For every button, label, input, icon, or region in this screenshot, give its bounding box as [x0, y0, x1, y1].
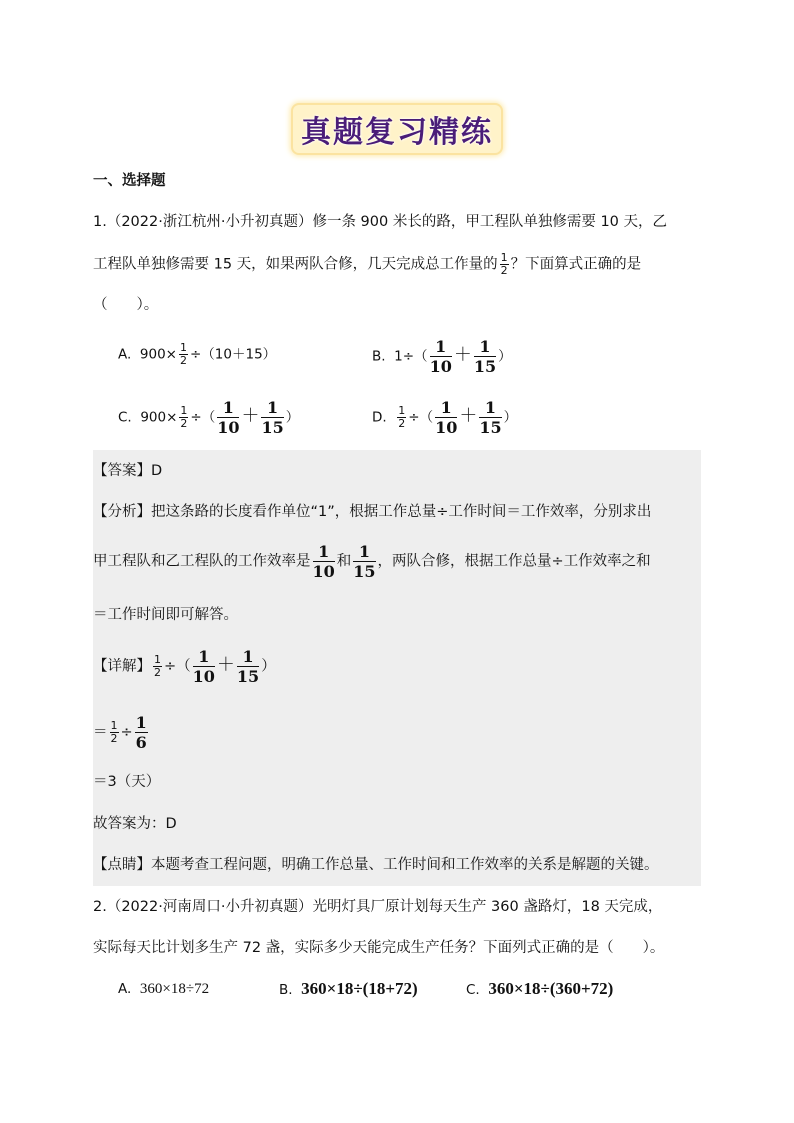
q1-option-a[interactable]: A. 900× $\frac{1}{2}$ ÷（10＋15） — [118, 341, 277, 367]
answer: 【答案】D — [93, 463, 163, 479]
page-title-wrap — [0, 105, 794, 153]
detail-line2: ＝ $\frac{1}{2}$ ÷ $\frac{1}{6}$ — [93, 713, 147, 752]
detail-line3: ＝3（天） — [93, 774, 161, 790]
conclusion: 故答案为：D — [93, 816, 177, 832]
q1-line1: 1.（2022·浙江杭州·小升初真题）修一条 900 米长的路，甲工程队单独修需要 10 天，乙 — [93, 214, 668, 230]
q2-line2: 实际每天比计划多生产 72 盏，实际多少天能完成生产任务？下面列式正确的是（ ）。 — [93, 940, 665, 956]
analysis-line2: 甲工程队和乙工程队的工作效率是 $\frac{1}{10}$ 和 $\frac{1}{15}$ ，两队合修，根据工作总量÷工作效率之和 — [93, 542, 651, 581]
detail-line1: 【详解】 $\frac{1}{2}$ ÷（ $\frac{1}{10}$ ＋ $\frac{1}{15}$ ） — [93, 647, 276, 686]
q2-line1: 2.（2022·河南周口·小升初真题）光明灯具厂原计划每天生产 360 盏路灯，18 天完成， — [93, 899, 663, 915]
q1-option-c[interactable]: C. 900× $\frac{1}{2}$ ÷（ $\frac{1}{10}$ ＋ $\frac{1}{15}$ ） — [118, 398, 300, 437]
fraction-half: $\frac{1}{2}$ — [500, 251, 508, 277]
q2-option-a[interactable]: A. 360×18÷72 — [118, 981, 210, 997]
q2-option-b[interactable]: B. 360×18÷(18+72) — [279, 979, 418, 998]
section-heading: 一、选择题 — [93, 173, 166, 189]
q1-line2: 工程队单独修需要 15 天，如果两队合修，几天完成总工作量的 $\frac{1}{2}$ ？下面算式正确的是 — [93, 251, 642, 277]
analysis-line1: 【分析】把这条路的长度看作单位“1”，根据工作总量÷工作时间＝工作效率，分别求出 — [93, 504, 652, 520]
comment: 【点睛】本题考查工程问题，明确工作总量、工作时间和工作效率的关系是解题的关键。 — [93, 857, 659, 873]
q1-option-d[interactable]: D. $\frac{1}{2}$ ÷（ $\frac{1}{10}$ ＋ $\frac{1}{15}$ ） — [372, 398, 518, 437]
q1-line3: （ ）。 — [93, 297, 159, 313]
page-title: 真题复习精练 — [293, 105, 501, 153]
q2-option-c[interactable]: C. 360×18÷(360+72) — [466, 979, 614, 998]
analysis-line3: ＝工作时间即可解答。 — [93, 607, 238, 623]
q1-option-b[interactable]: B. 1÷（ $\frac{1}{10}$ ＋ $\frac{1}{15}$ ） — [372, 337, 512, 376]
